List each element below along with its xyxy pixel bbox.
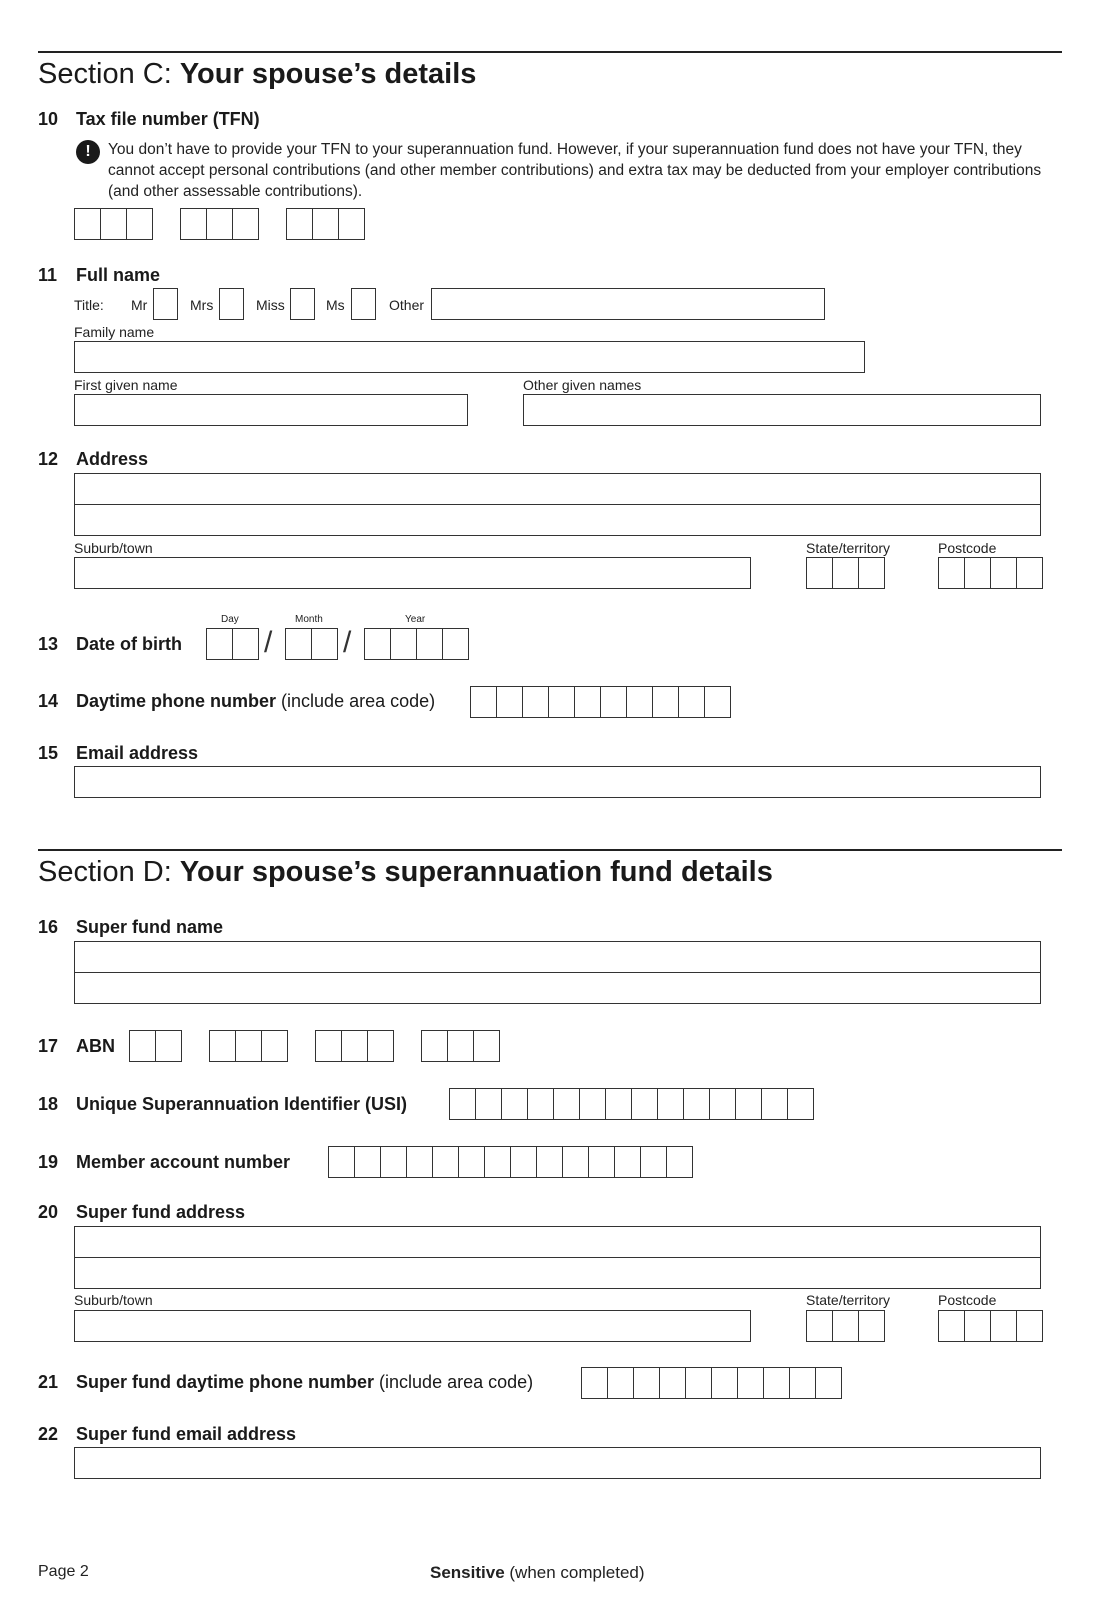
- dob-month-boxes: [285, 628, 337, 660]
- postcode-boxes: [938, 557, 1042, 589]
- abn-group-2: [209, 1030, 287, 1062]
- usi-char-box[interactable]: [501, 1088, 528, 1120]
- first-given-name-field[interactable]: [74, 394, 468, 426]
- postcode-digit-box[interactable]: [938, 557, 965, 589]
- q15-number: 15: [38, 743, 59, 763]
- q16-label: Super fund name: [76, 917, 224, 937]
- fund-phone-boxes: [581, 1367, 841, 1399]
- q18-label: Unique Superannuation Identifier (USI): [76, 1094, 408, 1114]
- q15-label: Email address: [76, 743, 199, 763]
- dob-year-digit-box[interactable]: [442, 628, 469, 660]
- fund-name-line-2-field[interactable]: [74, 972, 1041, 1004]
- q12-label: Address: [76, 449, 149, 469]
- q11-number: 11: [38, 265, 58, 285]
- fund-postcode-boxes: [938, 1310, 1042, 1342]
- fund-state-boxes: [806, 1310, 884, 1342]
- usi-char-box[interactable]: [475, 1088, 502, 1120]
- dob-year-digit-box[interactable]: [364, 628, 391, 660]
- postcode-digit-box[interactable]: [990, 557, 1017, 589]
- q12-number: 12: [38, 449, 59, 469]
- fund-state-char-box[interactable]: [806, 1310, 833, 1342]
- phone-digit-box[interactable]: [522, 686, 549, 718]
- postcode-digit-box[interactable]: [1016, 557, 1043, 589]
- abn-digit-box[interactable]: [341, 1030, 368, 1062]
- title-other-field[interactable]: [431, 288, 825, 320]
- dob-year-boxes: [364, 628, 468, 660]
- q11-label: Full name: [76, 265, 161, 285]
- abn-group-4: [421, 1030, 499, 1062]
- member-account-char-box[interactable]: [432, 1146, 459, 1178]
- fund-phone-digit-box[interactable]: [581, 1367, 608, 1399]
- tfn-digit-box[interactable]: [126, 208, 153, 240]
- q13-label: Date of birth: [76, 634, 182, 654]
- state-char-box[interactable]: [832, 557, 859, 589]
- member-account-char-box[interactable]: [458, 1146, 485, 1178]
- postcode-digit-box[interactable]: [964, 557, 991, 589]
- phone-digit-box[interactable]: [652, 686, 679, 718]
- usi-char-box[interactable]: [787, 1088, 814, 1120]
- dob-month-label: Month: [295, 614, 323, 625]
- member-account-char-box[interactable]: [328, 1146, 355, 1178]
- q19-number: 19: [38, 1152, 59, 1172]
- abn-digit-box[interactable]: [155, 1030, 182, 1062]
- member-account-char-box[interactable]: [510, 1146, 537, 1178]
- q14-number: 14: [38, 691, 59, 711]
- section-d-prefix: Section D:: [38, 856, 172, 888]
- sensitive-note: (when completed): [509, 1563, 645, 1582]
- q19-label: Member account number: [76, 1152, 291, 1172]
- fund-suburb-label: Suburb/town: [74, 1292, 153, 1308]
- fund-suburb-field[interactable]: [74, 1310, 751, 1342]
- tfn-digit-box[interactable]: [232, 208, 259, 240]
- q21-note: (include area code): [379, 1372, 534, 1392]
- phone-digit-box[interactable]: [678, 686, 705, 718]
- tfn-digit-box[interactable]: [312, 208, 339, 240]
- fund-postcode-label: Postcode: [938, 1292, 997, 1308]
- state-label: State/territory: [806, 540, 891, 556]
- q18-number: 18: [38, 1094, 59, 1114]
- tfn-digit-box[interactable]: [180, 208, 207, 240]
- dob-separator: /: [264, 626, 273, 659]
- page-number: Page 2: [38, 1563, 89, 1580]
- state-char-box[interactable]: [806, 557, 833, 589]
- phone-digit-box[interactable]: [496, 686, 523, 718]
- member-account-char-box[interactable]: [406, 1146, 433, 1178]
- fund-state-char-box[interactable]: [858, 1310, 885, 1342]
- phone-boxes: [470, 686, 730, 718]
- fund-phone-digit-box[interactable]: [685, 1367, 712, 1399]
- q22-label: Super fund email address: [76, 1424, 297, 1444]
- suburb-label: Suburb/town: [74, 540, 153, 556]
- member-account-boxes: [328, 1146, 692, 1178]
- fund-phone-digit-box[interactable]: [607, 1367, 634, 1399]
- email-field[interactable]: [74, 766, 1041, 798]
- q14-label: [76, 691, 435, 712]
- fund-phone-digit-box[interactable]: [789, 1367, 816, 1399]
- abn-group-3: [315, 1030, 393, 1062]
- q10-label: Tax file number (TFN): [76, 109, 260, 129]
- title-miss-checkbox[interactable]: [290, 288, 315, 320]
- state-boxes: [806, 557, 884, 589]
- phone-digit-box[interactable]: [470, 686, 497, 718]
- q17-label: ABN: [76, 1036, 115, 1056]
- section-c-rule: [38, 51, 1062, 53]
- abn-group-1: [129, 1030, 181, 1062]
- tfn-digit-box[interactable]: [100, 208, 127, 240]
- q10-number: 10: [38, 109, 59, 129]
- dob-separator: /: [343, 626, 352, 659]
- dob-year-digit-box[interactable]: [390, 628, 417, 660]
- fund-email-field[interactable]: [74, 1447, 1041, 1479]
- abn-digit-box[interactable]: [367, 1030, 394, 1062]
- q20-label: Super fund address: [76, 1202, 246, 1222]
- q20-number: 20: [38, 1202, 59, 1222]
- usi-char-box[interactable]: [657, 1088, 684, 1120]
- fund-postcode-digit-box[interactable]: [1016, 1310, 1043, 1342]
- usi-char-box[interactable]: [683, 1088, 710, 1120]
- usi-char-box[interactable]: [761, 1088, 788, 1120]
- title-miss-label: Miss: [256, 297, 285, 313]
- family-name-field[interactable]: [74, 341, 865, 373]
- dob-month-digit-box[interactable]: [285, 628, 312, 660]
- dob-day-digit-box[interactable]: [232, 628, 259, 660]
- tfn-digit-box[interactable]: [338, 208, 365, 240]
- fund-postcode-digit-box[interactable]: [990, 1310, 1017, 1342]
- member-account-char-box[interactable]: [640, 1146, 667, 1178]
- family-name-label: Family name: [74, 324, 155, 340]
- q13-number: 13: [38, 634, 59, 654]
- title-ms-label: Ms: [326, 297, 345, 313]
- title-mrs-label: Mrs: [190, 297, 214, 313]
- section-d-title: Your spouse’s superannuation fund details: [179, 856, 773, 888]
- phone-digit-box[interactable]: [548, 686, 575, 718]
- section-d-rule: [38, 849, 1062, 851]
- dob-year-digit-box[interactable]: [416, 628, 443, 660]
- q14-note: (include area code): [281, 691, 436, 711]
- tfn-group-3: [286, 208, 364, 240]
- member-account-char-box[interactable]: [354, 1146, 381, 1178]
- q21-label-text: Super fund daytime phone number: [76, 1372, 375, 1392]
- abn-digit-box[interactable]: [261, 1030, 288, 1062]
- usi-char-box[interactable]: [527, 1088, 554, 1120]
- abn-digit-box[interactable]: [129, 1030, 156, 1062]
- fund-phone-digit-box[interactable]: [763, 1367, 790, 1399]
- dob-year-label: Year: [405, 614, 426, 625]
- exclamation-circle-icon: !: [76, 140, 100, 164]
- sensitivity-marking: [430, 1563, 645, 1583]
- fund-address-line-2-field[interactable]: [74, 1257, 1041, 1289]
- fund-state-label: State/territory: [806, 1292, 891, 1308]
- q16-number: 16: [38, 917, 59, 937]
- q22-number: 22: [38, 1424, 59, 1444]
- address-line-2-field[interactable]: [74, 504, 1041, 536]
- tfn-group-1: [74, 208, 152, 240]
- title-mrs-checkbox[interactable]: [219, 288, 244, 320]
- title-other-label: Other: [389, 297, 425, 313]
- fund-postcode-digit-box[interactable]: [964, 1310, 991, 1342]
- fund-phone-digit-box[interactable]: [633, 1367, 660, 1399]
- suburb-field[interactable]: [74, 557, 751, 589]
- member-account-char-box[interactable]: [588, 1146, 615, 1178]
- q17-number: 17: [38, 1036, 59, 1056]
- phone-digit-box[interactable]: [600, 686, 627, 718]
- other-given-names-label: Other given names: [523, 377, 642, 393]
- abn-digit-box[interactable]: [209, 1030, 236, 1062]
- dob-day-boxes: [206, 628, 258, 660]
- member-account-char-box[interactable]: [614, 1146, 641, 1178]
- fund-phone-digit-box[interactable]: [815, 1367, 842, 1399]
- abn-digit-box[interactable]: [315, 1030, 342, 1062]
- title-label: Title:: [74, 297, 104, 313]
- q21-number: 21: [38, 1372, 59, 1392]
- usi-char-box[interactable]: [553, 1088, 580, 1120]
- member-account-char-box[interactable]: [666, 1146, 693, 1178]
- q21-label: [76, 1372, 533, 1393]
- usi-char-box[interactable]: [631, 1088, 658, 1120]
- abn-digit-box[interactable]: [473, 1030, 500, 1062]
- fund-postcode-digit-box[interactable]: [938, 1310, 965, 1342]
- dob-day-digit-box[interactable]: [206, 628, 233, 660]
- tfn-digit-box[interactable]: [286, 208, 313, 240]
- title-mr-checkbox[interactable]: [153, 288, 178, 320]
- dob-month-digit-box[interactable]: [311, 628, 338, 660]
- usi-char-box[interactable]: [709, 1088, 736, 1120]
- section-c-prefix: Section C:: [38, 58, 172, 90]
- fund-phone-digit-box[interactable]: [711, 1367, 738, 1399]
- phone-digit-box[interactable]: [704, 686, 731, 718]
- usi-boxes: [449, 1088, 813, 1120]
- member-account-char-box[interactable]: [536, 1146, 563, 1178]
- abn-digit-box[interactable]: [421, 1030, 448, 1062]
- fund-state-char-box[interactable]: [832, 1310, 859, 1342]
- abn-digit-box[interactable]: [447, 1030, 474, 1062]
- phone-digit-box[interactable]: [626, 686, 653, 718]
- usi-char-box[interactable]: [449, 1088, 476, 1120]
- section-c-title: Your spouse’s details: [179, 58, 477, 90]
- usi-char-box[interactable]: [605, 1088, 632, 1120]
- fund-address-line-1-field[interactable]: [74, 1226, 1041, 1258]
- phone-digit-box[interactable]: [574, 686, 601, 718]
- title-mr-label: Mr: [131, 297, 148, 313]
- tfn-group-2: [180, 208, 258, 240]
- state-char-box[interactable]: [858, 557, 885, 589]
- member-account-char-box[interactable]: [562, 1146, 589, 1178]
- section-c-heading: [38, 58, 476, 91]
- tfn-digit-box[interactable]: [74, 208, 101, 240]
- fund-name-line-1-field[interactable]: [74, 941, 1041, 973]
- q10-note: You don’t have to provide your TFN to your superannuation fund. However, if your superannuation fund does not have your TFN, they cannot accept personal contributions (and other member contributions) and extra tax may be deducted from your employer contributions (and other assessable contributions).: [108, 141, 1042, 200]
- first-given-name-label: First given name: [74, 377, 178, 393]
- usi-char-box[interactable]: [735, 1088, 762, 1120]
- section-d-heading: [38, 856, 773, 889]
- address-line-1-field[interactable]: [74, 473, 1041, 505]
- postcode-label: Postcode: [938, 540, 997, 556]
- abn-digit-box[interactable]: [235, 1030, 262, 1062]
- dob-day-label: Day: [221, 614, 239, 625]
- other-given-names-field[interactable]: [523, 394, 1041, 426]
- member-account-char-box[interactable]: [380, 1146, 407, 1178]
- tfn-digit-box[interactable]: [206, 208, 233, 240]
- title-ms-checkbox[interactable]: [351, 288, 376, 320]
- sensitive-label: Sensitive: [430, 1563, 505, 1582]
- usi-char-box[interactable]: [579, 1088, 606, 1120]
- fund-phone-digit-box[interactable]: [737, 1367, 764, 1399]
- member-account-char-box[interactable]: [484, 1146, 511, 1178]
- fund-phone-digit-box[interactable]: [659, 1367, 686, 1399]
- q14-label-text: Daytime phone number: [76, 691, 277, 711]
